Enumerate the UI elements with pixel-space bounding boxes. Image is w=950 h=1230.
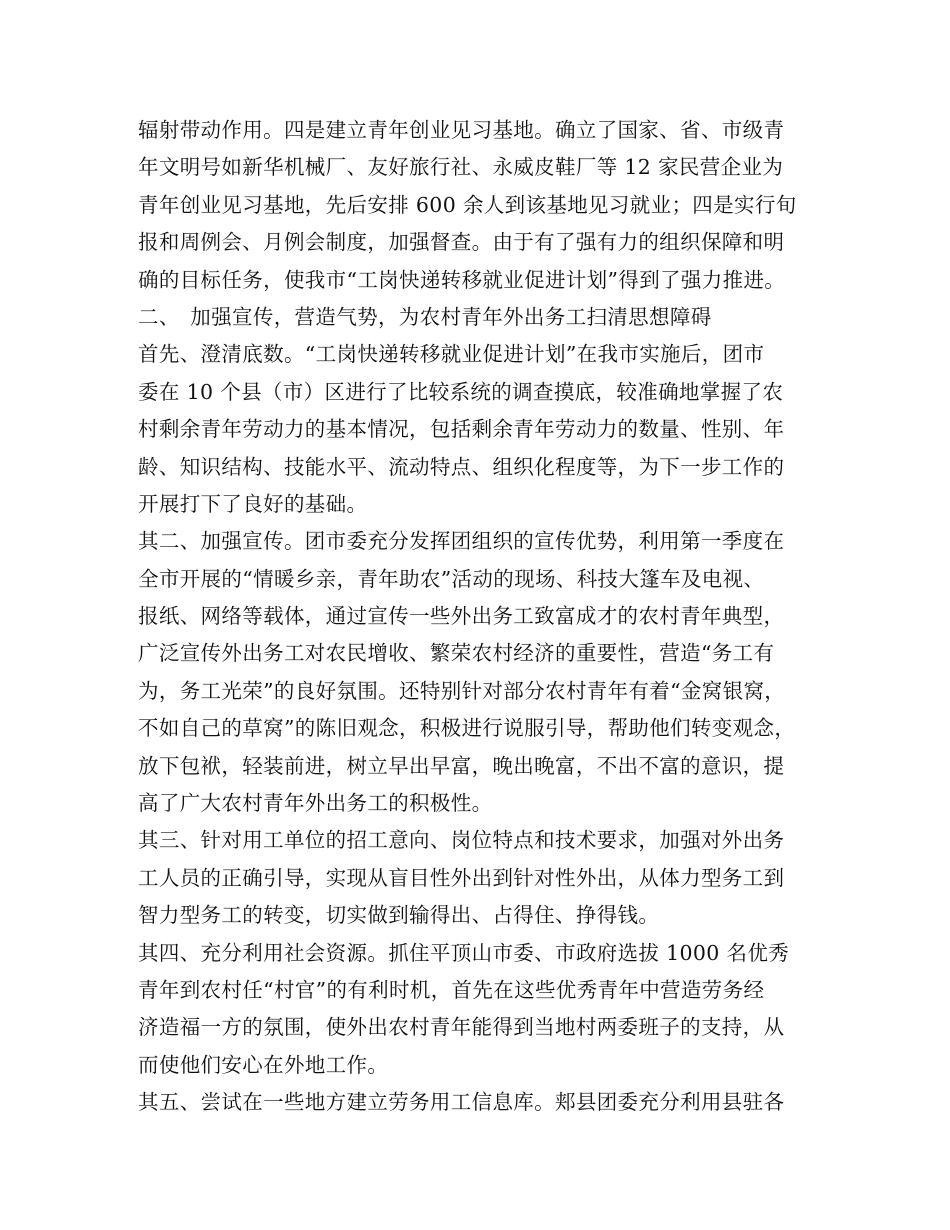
text-line: 青年创业见习基地，先后安排 600 余人到该基地见习就业；四是实行旬 — [138, 192, 797, 217]
section-heading: 二、 加强宣传，营造气势，为农村青年外出务工扫清思想障碍 — [138, 304, 712, 329]
text-line: 全市开展的“情暖乡亲，青年助农”活动的现场、科技大篷车及电视、 — [138, 566, 765, 591]
text-line: 其五、尝试在一些地方建立劳务用工信息库。郏县团委充分利用县驻各 — [138, 1090, 785, 1115]
text-line: 年文明号如新华机械厂、友好旅行社、永威皮鞋厂等 12 家民营企业为 — [138, 155, 784, 180]
text-line: 村剩余青年劳动力的基本情况，包括剩余青年劳动力的数量、性别、年 — [138, 417, 785, 442]
text-line: 报纸、网络等载体，通过宣传一些外出务工致富成才的农村青年典型， — [138, 604, 785, 629]
text-line: 辐射带动作用。四是建立青年创业见习基地。确立了国家、省、市级青 — [138, 118, 785, 142]
text-line: 为，务工光荣”的良好氛围。还特别针对部分农村青年有着“金窝银窝， — [138, 678, 786, 703]
text-line: 智力型务工的转变，切实做到输得出、占得住、挣得钱。 — [138, 903, 660, 928]
text-line: 不如自己的草窝”的陈旧观念，积极进行说服引导，帮助他们转变观念， — [138, 716, 796, 741]
text-line: 高了广大农村青年外出务工的积极性。 — [138, 791, 493, 816]
text-line: 其二、加强宣传。团市委充分发挥团组织的宣传优势，利用第一季度在 — [138, 529, 785, 554]
text-line: 工人员的正确引导，实现从盲目性外出到针对性外出，从体力型务工到 — [138, 865, 785, 890]
text-line: 龄、知识结构、技能水平、流动特点、组织化程度等，为下一步工作的 — [138, 454, 785, 479]
text-line: 其三、针对用工单位的招工意向、岗位特点和技术要求，加强对外出务 — [138, 828, 785, 853]
text-line: 济造福一方的氛围，使外出农村青年能得到当地村两委班子的支持，从 — [138, 1015, 785, 1040]
text-line: 青年到农村任“村官”的有利时机，首先在这些优秀青年中营造劳务经 — [138, 977, 765, 1002]
text-line: 开展打下了良好的基础。 — [138, 491, 368, 516]
text-line: 广泛宣传外出务工对农民增收、繁荣农村经济的重要性，营造“务工有 — [138, 641, 775, 666]
body-text — [138, 112, 828, 1122]
text-line: 委在 10 个县（市）区进行了比较系统的调查摸底，较准确地掌握了农 — [138, 379, 784, 404]
text-line: 报和周例会、月例会制度，加强督查。由于有了强有力的组织保障和明 — [138, 230, 785, 255]
text-line: 其四、充分利用社会资源。抓住平顶山市委、市政府选拔 1000 名优秀 — [138, 940, 790, 965]
text-line: 确的目标任务，使我市“工岗快递转移就业促进计划”得到了强力推进。 — [138, 267, 786, 292]
text-line: 而使他们安心在外地工作。 — [138, 1052, 389, 1077]
text-line: 放下包袱，轻装前进，树立早出早富，晚出晚富，不出不富的意识，提 — [138, 753, 785, 778]
text-line: 首先、澄清底数。“工岗快递转移就业促进计划”在我市实施后，团市 — [138, 342, 765, 367]
